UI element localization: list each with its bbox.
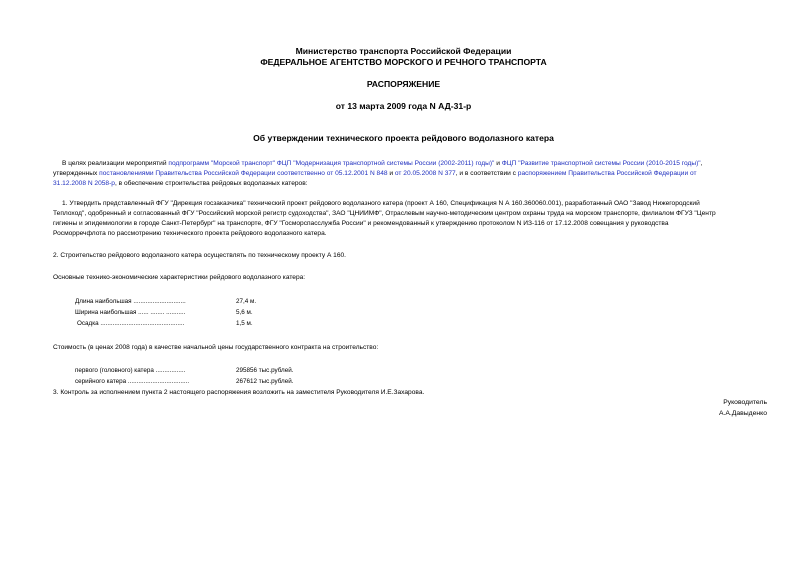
- intro-text: В целях реализации мероприятий: [62, 160, 169, 167]
- intro-text: , и в соответствии с: [455, 170, 518, 177]
- characteristic-label: Ширина наибольшая ...... ........ ...........: [75, 309, 186, 316]
- agency-name: ФЕДЕРАЛЬНОЕ АГЕНТСТВО МОРСКОГО И РЕЧНОГО ТРАНСПОРТА: [260, 57, 547, 67]
- characteristic-value: 27,4 м.: [236, 298, 257, 305]
- intro-line-2: [53, 169, 765, 179]
- cost-value: 295856 тыс.рублей.: [236, 367, 294, 374]
- link-fcp-transport-development[interactable]: ФЦП "Развитие транспортной системы России (2010-2015 годы)": [501, 160, 701, 167]
- intro-line-1: [62, 159, 765, 169]
- link-order-2058[interactable]: 31.12.2008 N 2058-р: [53, 180, 115, 187]
- link-government-decrees[interactable]: постановлениями Правительства Российской Федерации соответственно от 05.12.2001 N 848: [99, 170, 388, 177]
- intro-text: и: [387, 170, 395, 177]
- intro-text: и: [494, 160, 502, 167]
- cost-label: серийного катера ...................................: [75, 378, 190, 385]
- item2-paragraph: 2. Строительство рейдового водолазного катера осуществлять по техническому проекту А 160.: [53, 252, 347, 259]
- cost-value: 267612 тыс.рублей.: [236, 378, 294, 385]
- item1-line-4: Росморречфлота по рассмотрению технического проекта рейдового водолазного катера.: [53, 230, 327, 237]
- item1-line-1: 1. Утвердить представленный ФГУ "Дирекция госзаказчика" технический проект рейдового водолазного катера (проект А 160, Спецификация N А 160.360060.001), разработанный ОАО "Завод Нижегородский: [62, 200, 700, 207]
- intro-text: , в обеспечение строительства рейдовых водолазных катеров:: [114, 180, 308, 187]
- characteristic-label: Осадка ................................................: [77, 320, 185, 327]
- intro-text: утвержденных: [53, 170, 100, 177]
- characteristic-value: 5,6 м.: [236, 309, 253, 316]
- cost-label: первого (головного) катера .................: [75, 367, 186, 374]
- cost-heading: Стоимость (в ценах 2008 года) в качестве начальной цены государственного контракта на строительство:: [53, 344, 379, 351]
- signature-name: А.А.Давыденко: [718, 410, 767, 417]
- document-type: РАСПОРЯЖЕНИЕ: [366, 79, 441, 89]
- characteristics-heading: Основные технико-экономические характеристики рейдового водолазного катера:: [53, 274, 306, 281]
- document-title: Об утверждении технического проекта рейдового водолазного катера: [253, 133, 554, 143]
- link-government-order[interactable]: распоряжением Правительства Российской Федерации от: [517, 170, 697, 177]
- document-date-number: от 13 марта 2009 года N АД-31-р: [335, 101, 472, 111]
- signature-position: Руководитель: [723, 399, 767, 406]
- link-subprogram-sea-transport[interactable]: подпрограмм "Морской транспорт" ФЦП "Модернизация транспортной системы России (2002-2011) годы)": [168, 160, 495, 167]
- item1-line-3: гигиены и эпидемиологии в городе Санкт-Петербург" на транспорте, ФГУ "Госморспасслужба России" и рекомендованный к утверждению протоколом N ИЗ-116 от 17.12.2008 совещания у руководства: [53, 220, 669, 227]
- link-decree-377[interactable]: от 20.05.2008 N 377: [394, 170, 456, 177]
- item3-paragraph: 3. Контроль за исполнением пункта 2 настоящего распоряжения возложить на заместителя Руководителя И.Е.Захарова.: [53, 389, 425, 396]
- intro-text: ,: [700, 160, 703, 167]
- intro-line-3: [53, 179, 308, 189]
- characteristic-value: 1,5 м.: [236, 320, 253, 327]
- ministry-name: Министерство транспорта Российской Федерации: [295, 46, 512, 56]
- characteristic-label: Длина наибольшая ..............................: [75, 298, 186, 305]
- item1-line-2: Теплоход", одобренный и согласованный ФГУ "Российский морской регистр судоходства", ЗАО "ЦНИИМФ", Отраслевым научно-методическим центром охраны труда на морском транспорте, филиалом ФГУЗ "Центр: [53, 210, 716, 217]
